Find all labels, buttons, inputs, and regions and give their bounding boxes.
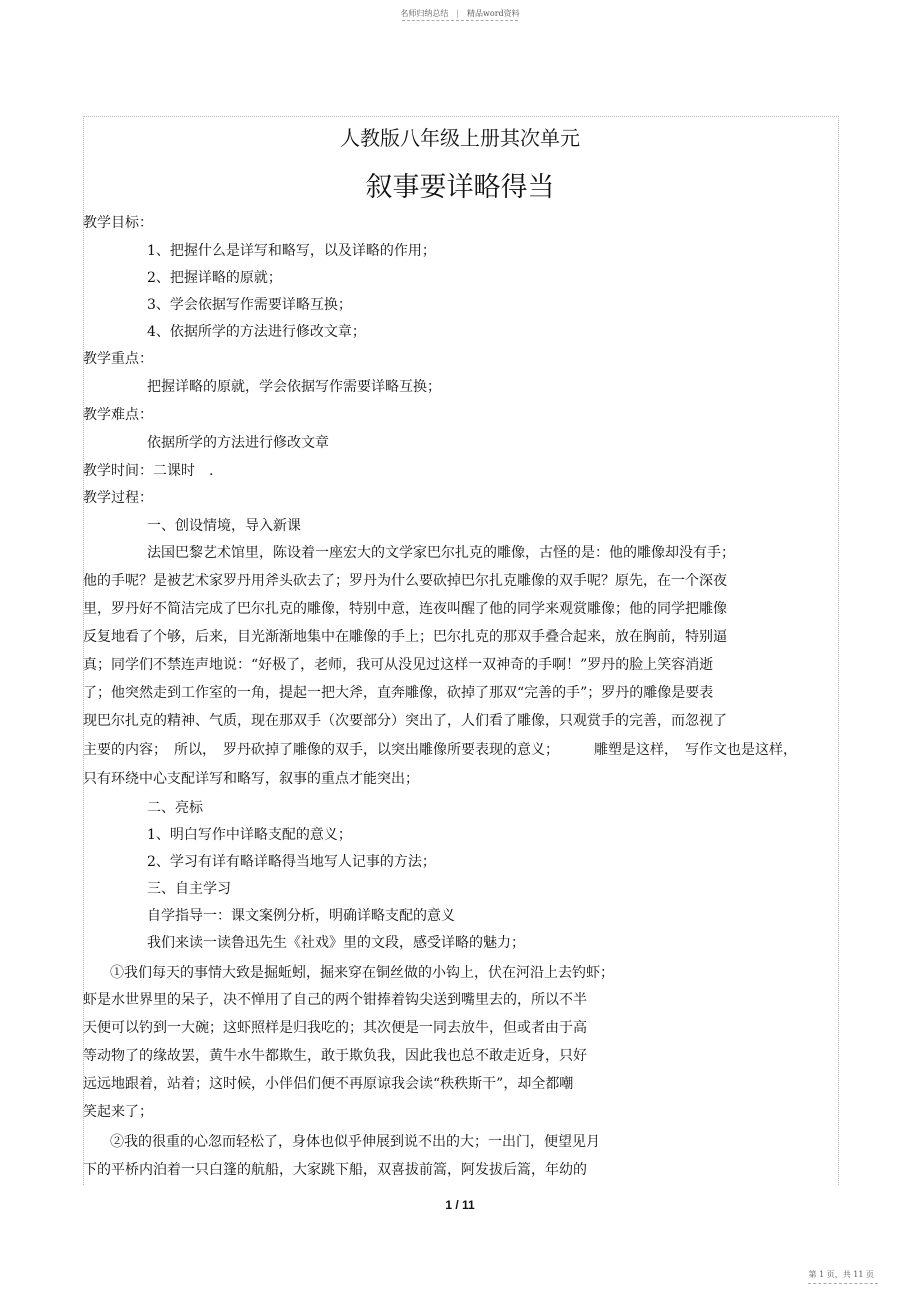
document-title: 人教版八年级上册其次单元	[340, 126, 580, 150]
paragraph-line: 现巴尔扎克的精神、气质，现在那双手（次要部分）突出了，人们看了雕像，只观赏手的完善，而忽视了	[83, 713, 727, 729]
quote-line: 虾是水世界里的呆子，决不惮用了自己的两个钳捧着钩尖送到嘴里去的，所以不半	[83, 992, 587, 1008]
quote-line: ②我的很重的心忽而轻松了，身体也似乎伸展到说不出的大；一出门，便望见月	[110, 1134, 600, 1150]
paragraph-line: 我们来读一读鲁迅先生《社戏》里的文段，感受详略的魅力；	[147, 935, 525, 951]
paragraph-line: 真；同学们不禁连声地说：“好极了，老师，我可从没见过这样一双神奇的手啊！”罗丹的脸上笑容消逝	[83, 657, 714, 673]
paragraph-line: 法国巴黎艺术馆里，陈设着一座宏大的文学家巴尔扎克的雕像，古怪的是：他的雕像却没有手；	[147, 545, 735, 561]
paragraph-line: 主要的内容； 所以， 罗丹砍掉了雕像的双手，以突出雕像所要表现的意义； 雕塑是这样， 写作文也是这样，	[83, 742, 797, 758]
section-heading: 教学难点：	[83, 407, 153, 423]
header-left-text: 名师归纳总结	[400, 9, 449, 18]
quote-line: 远远地跟着，站着；这时候，小伴侣们便不再原谅我会读“秩秩斯干”，却全都嘲	[83, 1076, 574, 1092]
subsection-heading: 二、亮标	[147, 800, 203, 816]
quote-line: ①我们每天的事情大致是掘蚯蚓，掘来穿在铜丝做的小钩上，伏在河沿上去钓虾；	[110, 965, 614, 981]
objective-item: 3、学会依据写作需要详略互换；	[147, 297, 352, 313]
goal-item: 2、学习有详有略详略得当地写人记事的方法；	[147, 854, 436, 870]
quote-line: 天便可以钓到一大碗；这虾照样是归我吃的；其次便是一同去放牛，但或者由于高	[83, 1020, 587, 1036]
objective-item: 4、依据所学的方法进行修改文章；	[147, 324, 366, 340]
document-subtitle: 叙事要详略得当	[365, 172, 555, 203]
top-header: 名师归纳总结 | 精品word资料	[400, 9, 520, 18]
section-heading: 教学过程：	[83, 490, 153, 506]
page-indicator: 1 / 11	[445, 1198, 475, 1212]
paragraph-line: 自学指导一：课文案例分析，明确详略支配的意义	[147, 908, 455, 924]
section-heading: 教学时间：二课时 .	[83, 463, 214, 479]
paragraph-line: 了；他突然走到工作室的一角，提起一把大斧，直奔雕像，砍掉了那双“完善的手”；罗丹的雕像是要表	[83, 685, 714, 701]
objective-item: 2、把握详略的原就；	[147, 270, 282, 286]
goal-item: 1、明白写作中详略支配的意义；	[147, 827, 352, 843]
paragraph-line: 依据所学的方法进行修改文章	[147, 435, 329, 451]
paragraph-line: 把握详略的原就，学会依据写作需要详略互换；	[147, 379, 441, 395]
paragraph-line: 只有环绕中心支配详写和略写，叙事的重点才能突出；	[83, 771, 419, 787]
section-heading: 教学重点：	[83, 351, 153, 367]
paragraph-line: 反复地看了个够，后来，目光渐渐地集中在雕像的手上；巴尔扎克的那双手叠合起来，放在胸前，特别逼	[83, 629, 727, 645]
header-right-text: 精品word资料	[467, 9, 520, 18]
paragraph-line: 他的手呢？是被艺术家罗丹用斧头砍去了；罗丹为什么要砍掉巴尔扎克雕像的双手呢？原先，在一个深夜	[83, 573, 727, 589]
quote-line: 等动物了的缘故罢，黄牛水牛都欺生，敢于欺负我，因此我也总不敢走近身，只好	[83, 1048, 587, 1064]
quote-line: 下的平桥内泊着一只白篷的航船，大家跳下船，双喜拔前篙，阿发拔后篙，年幼的	[83, 1162, 587, 1178]
header-divider	[402, 20, 518, 21]
section-heading: 教学目标：	[83, 215, 153, 231]
corner-page-label: 第 1 页，共 11 页	[808, 1270, 874, 1279]
subsection-heading: 一、创设情境，导入新课	[147, 518, 301, 534]
corner-divider	[808, 1283, 878, 1284]
objective-item: 1、把握什么是详写和略写，以及详略的作用；	[147, 243, 436, 259]
quote-line: 笑起来了；	[83, 1104, 153, 1120]
paragraph-line: 里，罗丹好不简洁完成了巴尔扎克的雕像，特别中意，连夜叫醒了他的同学来观赏雕像；他的同学把雕像	[83, 601, 727, 617]
subsection-heading: 三、自主学习	[147, 881, 231, 897]
